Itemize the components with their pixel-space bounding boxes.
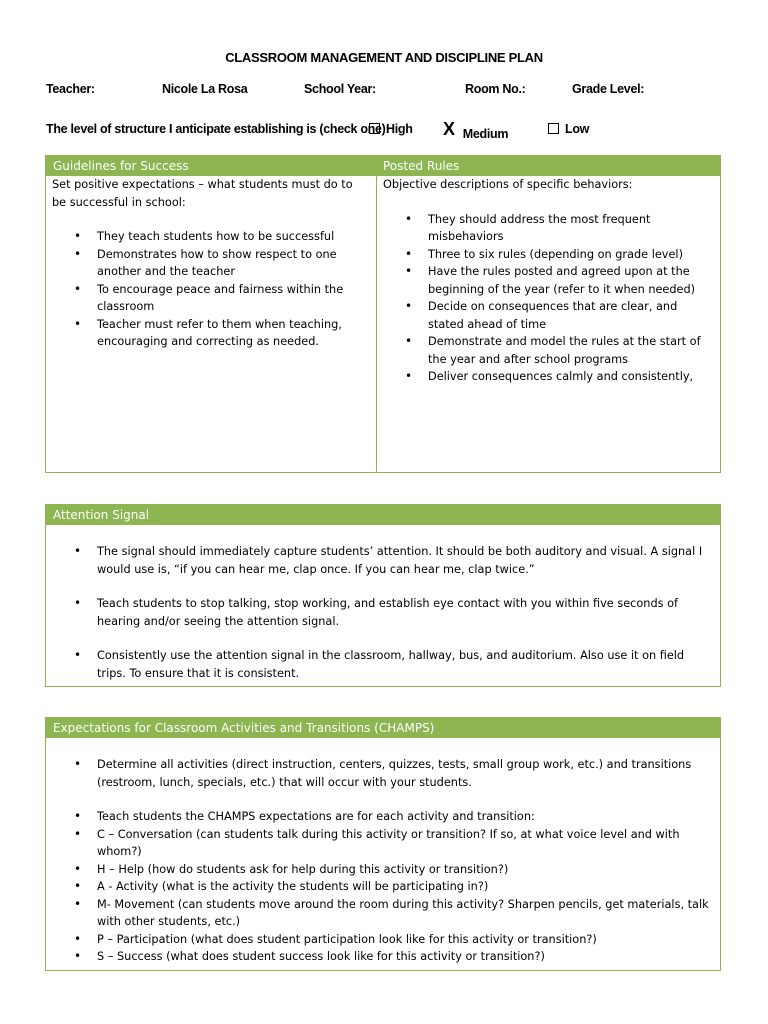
option-high-label: High <box>386 122 413 136</box>
list-item: • Consistently use the attention signal in the classroom, hallway, bus, and auditorium. Also use it on field trips. To ensure that it is consistent. <box>52 647 712 682</box>
posted-rules-column <box>376 176 720 472</box>
list-item: • M- Movement (can students move around the room during this activity? Sharpen pencils, get materials, talk with other students, etc.) <box>52 896 712 931</box>
option-medium[interactable] <box>443 119 509 143</box>
checked-x-mark: X <box>443 119 455 139</box>
teacher-info-row <box>46 82 726 98</box>
attention-signal-box <box>45 504 721 687</box>
posted-rules-header: Posted Rules <box>383 159 460 173</box>
teacher-label: Teacher: <box>46 82 95 96</box>
checkbox-high[interactable] <box>369 123 380 134</box>
grade-level-label: Grade Level: <box>572 82 645 96</box>
list-item: • Decide on consequences that are clear, and stated ahead of time <box>383 298 714 333</box>
guidelines-list <box>52 228 370 351</box>
champs-list <box>46 738 720 966</box>
list-item: • Determine all activities (direct instruction, centers, quizzes, tests, small group work, etc.) and transitions (restroom, lunch, specials, etc.) that will occur with your students. <box>52 756 712 791</box>
attention-signal-header: Attention Signal <box>46 505 720 525</box>
champs-box <box>45 717 721 971</box>
list-item: • They should address the most frequent misbehaviors <box>383 211 714 246</box>
option-low-label: Low <box>565 122 590 136</box>
teacher-value: Nicole La Rosa <box>162 82 248 96</box>
list-item: • The signal should immediately capture students’ attention. It should be both auditory and visual. A signal I would use is, “if you can hear me, clap once. If you can hear me, clap twice.” <box>52 543 712 578</box>
page-title: CLASSROOM MANAGEMENT AND DISCIPLINE PLAN <box>225 50 543 65</box>
list-item: • Teach students the CHAMPS expectations are for each activity and transition: <box>52 808 712 826</box>
guidelines-header: Guidelines for Success <box>53 159 189 173</box>
list-item: • H – Help (how do students ask for help during this activity or transition?) <box>52 861 712 879</box>
list-item: • Teacher must refer to them when teaching, encouraging and correcting as needed. <box>52 316 370 351</box>
option-low[interactable] <box>548 122 589 136</box>
list-item: • S – Success (what does student success look like for this activity or transition?) <box>52 948 712 966</box>
attention-signal-list <box>46 525 720 682</box>
structure-prompt: The level of structure I anticipate establishing is (check one): <box>46 122 390 136</box>
guidelines-column <box>46 176 376 472</box>
list-item: • Demonstrates how to show respect to one another and the teacher <box>52 246 370 281</box>
checkbox-low[interactable] <box>548 123 559 134</box>
posted-rules-intro: Objective descriptions of specific behaviors: <box>383 178 633 191</box>
posted-rules-list <box>383 211 714 386</box>
option-high[interactable] <box>369 122 413 136</box>
list-item: • Three to six rules (depending on grade level) <box>383 246 714 264</box>
list-item: • P – Participation (what does student participation look like for this activity or transition?) <box>52 931 712 949</box>
list-item: • A - Activity (what is the activity the students will be participating in?) <box>52 878 712 896</box>
list-item: • Deliver consequences calmly and consistently, <box>383 368 714 386</box>
guidelines-rules-box <box>45 155 721 473</box>
option-medium-label: Medium <box>462 127 509 141</box>
structure-level-row <box>46 119 726 141</box>
list-item: • They teach students how to be successful <box>52 228 370 246</box>
guidelines-rules-header <box>46 156 720 176</box>
list-item: • Have the rules posted and agreed upon at the beginning of the year (refer to it when needed) <box>383 263 714 298</box>
champs-header: Expectations for Classroom Activities and Transitions (CHAMPS) <box>46 718 720 738</box>
list-item: • To encourage peace and fairness within the classroom <box>52 281 370 316</box>
list-item: • Demonstrate and model the rules at the start of the year and after school programs <box>383 333 714 368</box>
room-label: Room No.: <box>465 82 526 96</box>
list-item: • C – Conversation (can students talk during this activity or transition? If so, at what voice level and with whom?) <box>52 826 712 861</box>
guidelines-intro: Set positive expectations – what students must do to be successful in school: <box>52 178 353 209</box>
school-year-label: School Year: <box>304 82 376 96</box>
list-item: • Teach students to stop talking, stop working, and establish eye contact with you within five seconds of hearing and/or seeing the attention signal. <box>52 595 712 630</box>
